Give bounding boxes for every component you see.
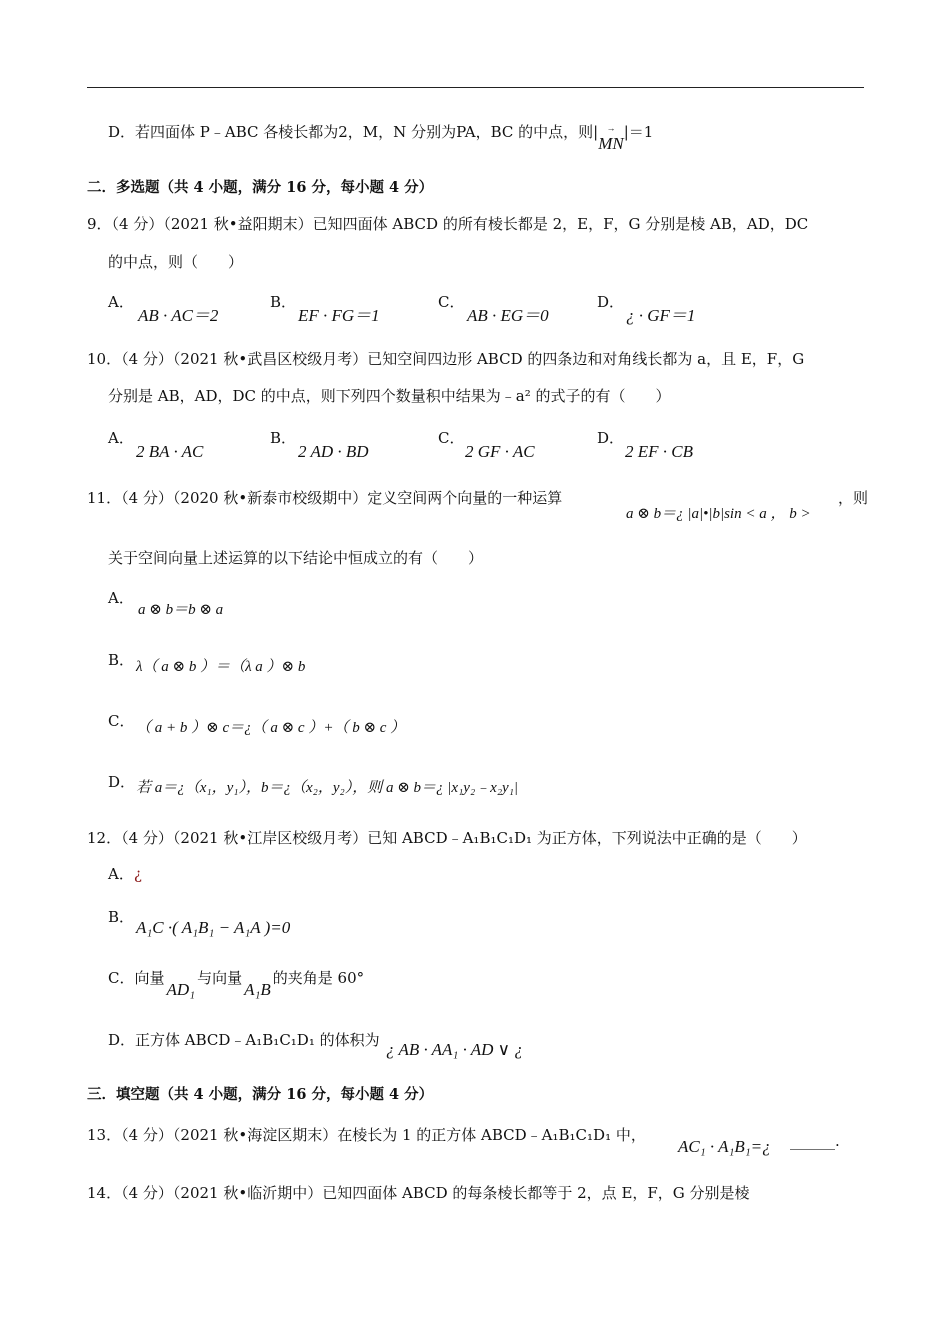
- vector-mn: → MN: [598, 134, 624, 154]
- q10-option-b-math: 2 AD · BD: [298, 442, 369, 461]
- question-11: 11．（4 分）（2020 秋•新泰市校级期中）定义空间两个向量的一种运算: [87, 489, 563, 507]
- q11-operation-def: a ⊗ b＝¿ |a|•|b|sin < a ， b >: [626, 506, 811, 522]
- q10-option-a[interactable]: A．: [108, 429, 134, 447]
- q12-option-a[interactable]: A．¿: [108, 865, 142, 883]
- section-2-heading: 二．多选题（共 4 小题，满分 16 分，每小题 4 分）: [87, 179, 434, 196]
- q12-option-b-math: A₁C ·( A₁B₁ − A₁A )=0: [136, 918, 291, 937]
- q12-option-b[interactable]: B．: [108, 908, 135, 926]
- q10-option-d-math: 2 EF · CB: [625, 442, 693, 461]
- question-12: 12．（4 分）（2021 秋•江岸区校级月考）已知 ABCD﹣A₁B₁C₁D₁ 为正方体，下列说法中正确的是（ ）: [87, 829, 807, 847]
- q11-option-a[interactable]: A．: [108, 589, 134, 607]
- q10-option-a-math: 2 BA · AC: [136, 442, 204, 461]
- q10-option-b[interactable]: B．: [270, 429, 297, 447]
- q13-math: AC₁ · A₁B₁=¿: [678, 1137, 771, 1156]
- q9-option-c[interactable]: C．: [438, 293, 465, 311]
- q12-option-c[interactable]: C．向量AD₁与向量A₁B的夹角是 60°: [108, 969, 365, 999]
- question-10-cont: 分别是 AB，AD，DC 的中点，则下列四个数量积中结果为﹣a² 的式子的有（ ）: [108, 387, 671, 405]
- q9-option-a-math: AB · AC＝2: [138, 306, 219, 325]
- q9-option-b[interactable]: B．: [270, 293, 297, 311]
- question-9-cont: 的中点，则（ ）: [108, 253, 244, 271]
- q13-blank: ______.: [790, 1132, 840, 1150]
- question-9: 9．（4 分）（2021 秋•益阳期末）已知四面体 ABCD 的所有棱长都是 2，E，F，G 分别是棱 AB，AD，DC: [87, 215, 809, 233]
- q9-option-b-math: EF · FG＝1: [298, 306, 380, 325]
- question-11-tail: ，则: [838, 489, 869, 507]
- q9-option-d-math: ¿ · GF＝1: [626, 306, 696, 325]
- q11-option-b[interactable]: B．: [108, 651, 135, 669]
- section-3-heading: 三．填空题（共 4 小题，满分 16 分，每小题 4 分）: [87, 1086, 434, 1103]
- q9-option-a[interactable]: A．: [108, 293, 134, 311]
- q12-option-d[interactable]: D．正方体 ABCD﹣A₁B₁C₁D₁ 的体积为: [108, 1031, 380, 1049]
- question-14: 14．（4 分）（2021 秋•临沂期中）已知四面体 ABCD 的每条棱长都等于 2，点 E，F，G 分别是棱: [87, 1184, 750, 1202]
- q10-option-d[interactable]: D．: [597, 429, 625, 447]
- q8-option-d: D．若四面体 P﹣ABC 各棱长都为2，M，N 分别为PA，BC 的中点，则|→ MN|＝1: [108, 122, 653, 142]
- question-11-cont: 关于空间向量上述运算的以下结论中恒成立的有（ ）: [108, 549, 484, 567]
- q9-option-d[interactable]: D．: [597, 293, 625, 311]
- q9-option-c-math: AB · EG＝0: [467, 306, 549, 325]
- q10-option-c[interactable]: C．: [438, 429, 465, 447]
- question-13: 13．（4 分）（2021 秋•海淀区期末）在棱长为 1 的正方体 ABCD﹣A₁B₁C₁D₁ 中，: [87, 1126, 646, 1144]
- q12-option-d-math: ¿ AB · AA₁ · AD ∨ ¿: [386, 1040, 523, 1059]
- q11-option-d[interactable]: D．: [108, 773, 136, 791]
- q11-option-a-math: a ⊗ b＝b ⊗ a: [138, 602, 224, 618]
- question-10: 10．（4 分）（2021 秋•武昌区校级月考）已知空间四边形 ABCD 的四条边和对角线长都为 a，且 E，F，G: [87, 350, 805, 368]
- q11-option-c[interactable]: C．: [108, 712, 135, 730]
- q10-option-c-math: 2 GF · AC: [465, 442, 535, 461]
- q11-option-b-math: λ（ a ⊗ b ）＝（λ a ）⊗ b: [136, 659, 306, 675]
- q11-option-c-math: （ a + b ）⊗ c＝¿（ a ⊗ c ）+（ b ⊗ c ）: [136, 720, 406, 736]
- q11-option-d-math: 若 a＝¿（x₁，y₁），b＝¿（x₂，y₂），则 a ⊗ b＝¿ |x₁y₂﹣x₂y₁|: [136, 780, 519, 796]
- header-rule: [87, 87, 864, 88]
